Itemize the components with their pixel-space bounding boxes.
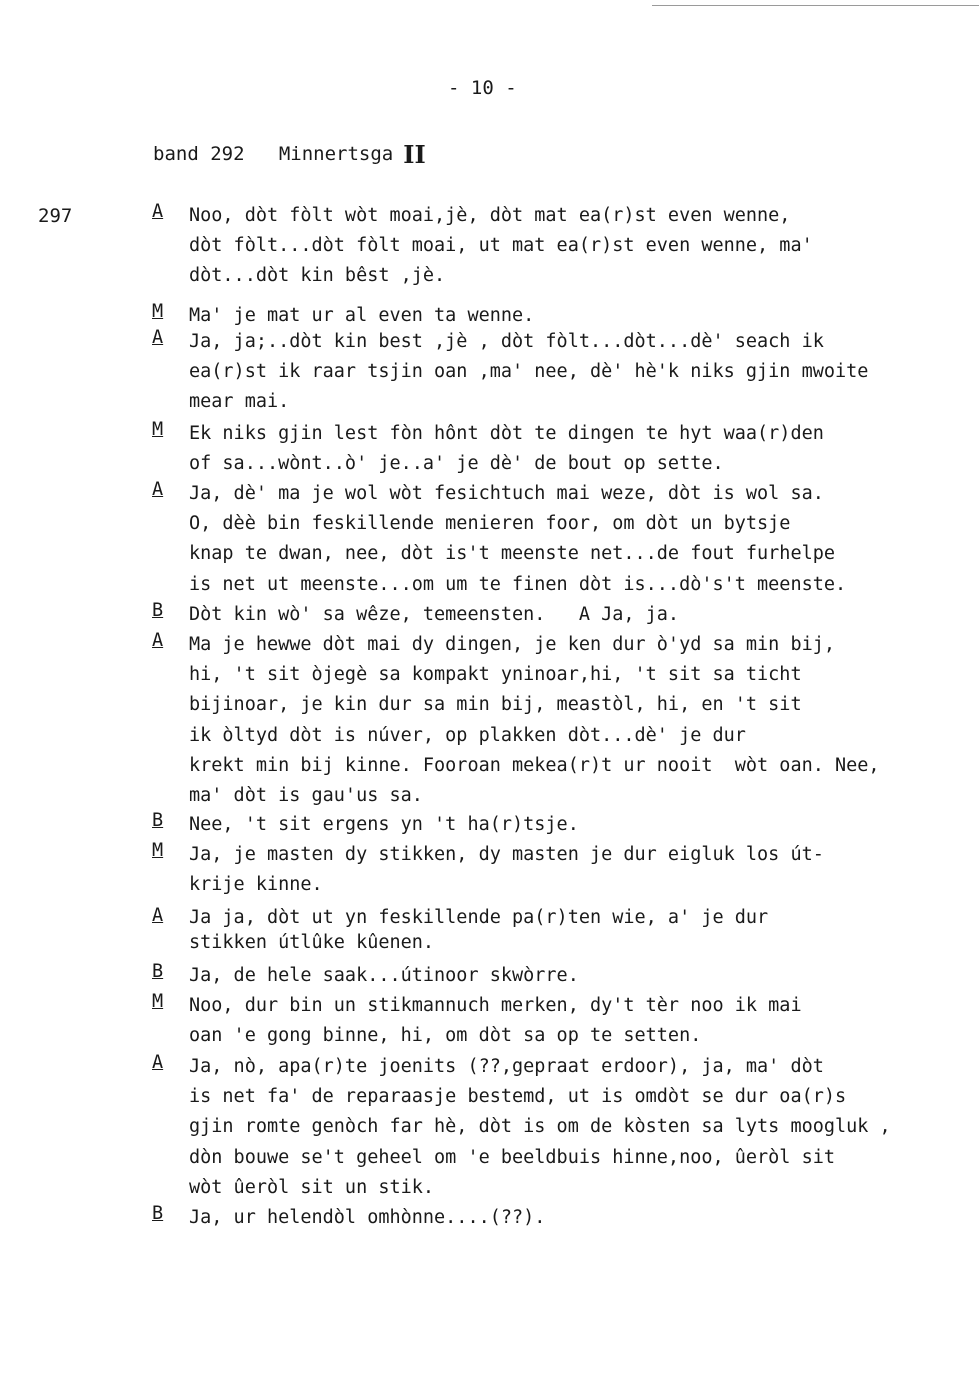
- transcript-line: Ja, je masten dy stikken, dy masten je dur eigluk los út-: [189, 844, 824, 865]
- place-label: Minnertsga: [278, 143, 394, 165]
- transcript-line: Ek niks gjin lest fòn hônt dòt te dingen te hyt waa(r)den: [189, 423, 824, 444]
- transcript-line: Ja, ja;..dòt kin best ,jè , dòt fòlt...dòt...dè' seach ik: [189, 331, 824, 352]
- top-rule: [652, 5, 979, 6]
- transcript-line: dòt...dòt kin bêst ,jè.: [189, 265, 446, 287]
- transcript-line: Ja, nò, apa(r)te joenits (??,gepraat erdoor), ja, ma' dòt: [189, 1056, 824, 1077]
- dialogue-turn: [152, 1203, 952, 1233]
- speaker-label: M: [152, 419, 164, 440]
- transcript-line: bijinoar, je kin dur sa min bij, meastòl, hi, en 't sit: [189, 694, 802, 716]
- dialogue-turn: [152, 479, 952, 600]
- dialogue-turn: [152, 961, 952, 991]
- transcript-line: Noo, dòt fòlt wòt moai,jè, dòt mat ea(r)st even wenne,: [189, 205, 791, 226]
- transcript-line: knap te dwan, nee, dòt is't meenste net...de fout furhelpe: [189, 543, 836, 565]
- transcript-line: Ja ja, dòt ut yn feskillende pa(r)ten wie, a' je dur: [189, 907, 769, 928]
- dialogue-turn: [152, 905, 952, 955]
- transcript-line: dòn bouwe se't geheel om 'e beeldbuis hinne,noo, ûeròl sit: [189, 1146, 836, 1168]
- dialogue-turn: [152, 419, 952, 479]
- transcript-line: ea(r)st ik raar tsjin oan ,ma' nee, dè' hè'k niks gjin mwoite: [189, 361, 869, 383]
- speaker-label: A: [152, 630, 164, 651]
- transcript-line: wòt ûeròl sit un stik.: [189, 1176, 435, 1198]
- dialogue-turn: [152, 630, 952, 811]
- transcript-line: Ja, ur helendòl omhònne....(??).: [189, 1207, 546, 1228]
- transcript-line: mear mai.: [189, 391, 290, 413]
- transcript-line: oan 'e gong binne, hi, om dòt sa op te setten.: [189, 1025, 702, 1047]
- speaker-label: B: [152, 961, 164, 982]
- transcript-line: dòt fòlt...dòt fòlt moai, ut mat ea(r)st even wenne, ma': [189, 235, 813, 257]
- band-label: band 292: [153, 143, 245, 165]
- transcript-line: stikken útlûke kûenen.: [189, 932, 435, 953]
- transcript-line: hi, 't sit òjegè sa kompakt yninoar,hi, 't sit sa ticht: [189, 664, 802, 686]
- speaker-label: B: [152, 600, 164, 621]
- dialogue-turn: [152, 201, 952, 292]
- transcript-line: of sa...wònt..ò' je..a' je dè' de bout op sette.: [189, 453, 724, 475]
- speaker-label: B: [152, 1203, 164, 1224]
- transcript-line: O, dèè bin feskillende menieren foor, om dòt un bytsje: [189, 513, 791, 535]
- speaker-label: M: [152, 840, 164, 861]
- transcript-line: krije kinne.: [189, 874, 323, 896]
- transcript-line: Dòt kin wò' sa wêze, temeensten. A Ja, ja.: [189, 604, 680, 625]
- transcript-line: Ja, dè' ma je wol wòt fesichtuch mai weze, dòt is wol sa.: [189, 483, 824, 504]
- transcript-line: Nee, 't sit ergens yn 't ha(r)tsje.: [189, 814, 579, 835]
- speaker-label: A: [152, 905, 164, 926]
- transcript-line: Ja, de hele saak...útinoor skwòrre.: [189, 965, 579, 986]
- dialogue-turn: [152, 840, 952, 900]
- speaker-label: A: [152, 201, 164, 222]
- transcript-line: Ma' je mat ur al even ta wenne.: [189, 305, 535, 326]
- speaker-label: B: [152, 810, 164, 831]
- document-header: [153, 137, 426, 169]
- dialogue-turn: [152, 991, 952, 1051]
- speaker-label: A: [152, 479, 164, 500]
- transcript-line: is net ut meenste...om um te finen dòt is...dò's't meenste.: [189, 573, 847, 595]
- speaker-label: M: [152, 991, 164, 1012]
- part-label: II: [403, 140, 426, 169]
- transcript-line: krekt min bij kinne. Fooroan mekea(r)t ur nooit wòt oan. Nee,: [189, 754, 880, 776]
- speaker-label: A: [152, 1052, 164, 1073]
- dialogue-turn: [152, 1052, 952, 1203]
- speaker-label: A: [152, 327, 164, 348]
- page-number: - 10 -: [448, 77, 517, 99]
- speaker-label: M: [152, 301, 164, 322]
- dialogue-turn: [152, 810, 952, 840]
- dialogue-turn: [152, 600, 952, 630]
- transcript-line: gjin romte genòch far hè, dòt is om de kòsten sa lyts moogluk ,: [189, 1116, 891, 1138]
- transcript-line: ma' dòt is gau'us sa.: [189, 784, 423, 806]
- line-reference: 297: [38, 205, 73, 227]
- transcript-line: Noo, dur bin un stikmannuch merken, dy't tèr noo ik mai: [189, 995, 802, 1016]
- transcript-line: is net fa' de reparaasje bestemd, ut is omdòt se dur oa(r)s: [189, 1086, 847, 1108]
- dialogue-turn: [152, 327, 952, 418]
- transcript-line: Ma je hewwe dòt mai dy dingen, je ken dur ò'yd sa min bij,: [189, 634, 836, 655]
- transcript-line: ik òltyd dòt is núver, op plakken dòt...dè' je dur: [189, 724, 746, 746]
